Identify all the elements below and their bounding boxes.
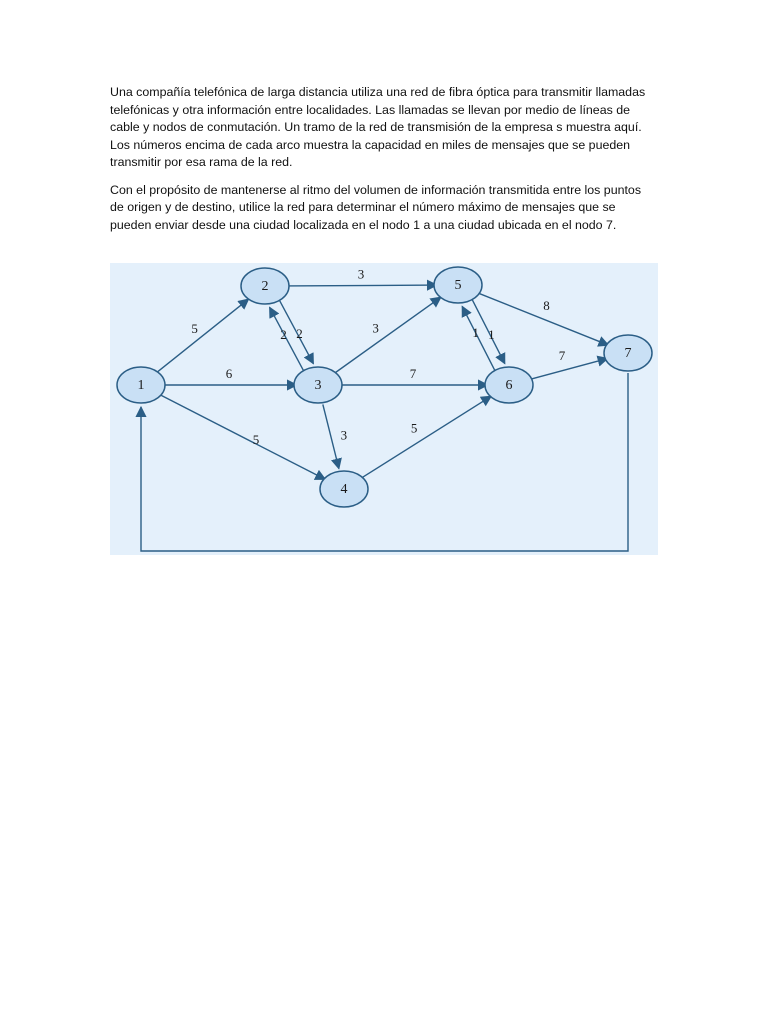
edge-7-to-1	[141, 373, 628, 551]
node-label-1: 1	[137, 378, 145, 394]
capacity-label-3-2: 2	[296, 325, 303, 341]
node-6	[485, 367, 533, 403]
capacity-label-1-4: 5	[252, 431, 260, 447]
capacity-label-6-7: 7	[558, 348, 566, 364]
capacity-label-5-6: 1	[472, 324, 479, 340]
capacity-label-3-5: 3	[372, 320, 379, 336]
network-figure	[110, 263, 658, 555]
network-diagram	[110, 263, 658, 555]
edge-2-to-5	[285, 285, 437, 286]
capacity-label-2-5: 3	[357, 266, 365, 282]
edge-1-to-2	[157, 299, 249, 372]
document-body	[110, 84, 658, 244]
edge-3-to-4	[323, 404, 339, 468]
node-3	[294, 367, 342, 403]
capacity-label-6-5: 1	[488, 327, 495, 343]
node-label-7: 7	[624, 346, 632, 362]
node-2	[241, 268, 289, 304]
edge-3-to-5	[334, 297, 441, 373]
problem-paragraph-2: Con el propósito de mantenerse al ritmo del volumen de información transmitida entre los puntos de origen y de destino, utilice la red para determinar el número máximo de mensajes que se pueden enviar desde una ciudad localizada en el nodo 1 a una ciudad ubicada en el nodo 7.	[110, 182, 642, 232]
node-4	[320, 471, 368, 507]
problem-paragraph-1: Una compañía telefónica de larga distancia utiliza una red de fibra óptica para transmitir llamadas telefónicas y otra información entre localidades. Las llamadas se llevan por medio de líneas de cable y nodos de conmutación. Un tramo de la red de transmisión de la empresa s muestra aquí. Los números encima de cada arco muestra la capacidad en miles de mensajes que se pueden transmitir por esa rama de la red.	[110, 85, 646, 169]
node-5	[434, 267, 482, 303]
capacity-label-1-3: 6	[225, 365, 233, 381]
capacity-label-4-6: 5	[410, 420, 418, 436]
node-label-3: 3	[314, 378, 322, 394]
capacity-label-2-3: 2	[280, 327, 287, 343]
capacity-label-1-2: 5	[191, 320, 198, 336]
capacity-label-3-4: 3	[340, 427, 348, 443]
capacity-label-5-7: 8	[543, 297, 550, 313]
node-7	[604, 335, 652, 371]
capacity-label-3-6: 7	[409, 365, 417, 381]
node-label-2: 2	[261, 279, 269, 295]
edge-4-to-6	[361, 396, 491, 478]
node-label-6: 6	[505, 378, 513, 394]
node-1	[117, 367, 165, 403]
edge-6-to-7	[528, 358, 607, 379]
node-label-4: 4	[340, 482, 348, 498]
node-label-5: 5	[454, 278, 462, 294]
edge-1-to-4	[159, 394, 326, 479]
